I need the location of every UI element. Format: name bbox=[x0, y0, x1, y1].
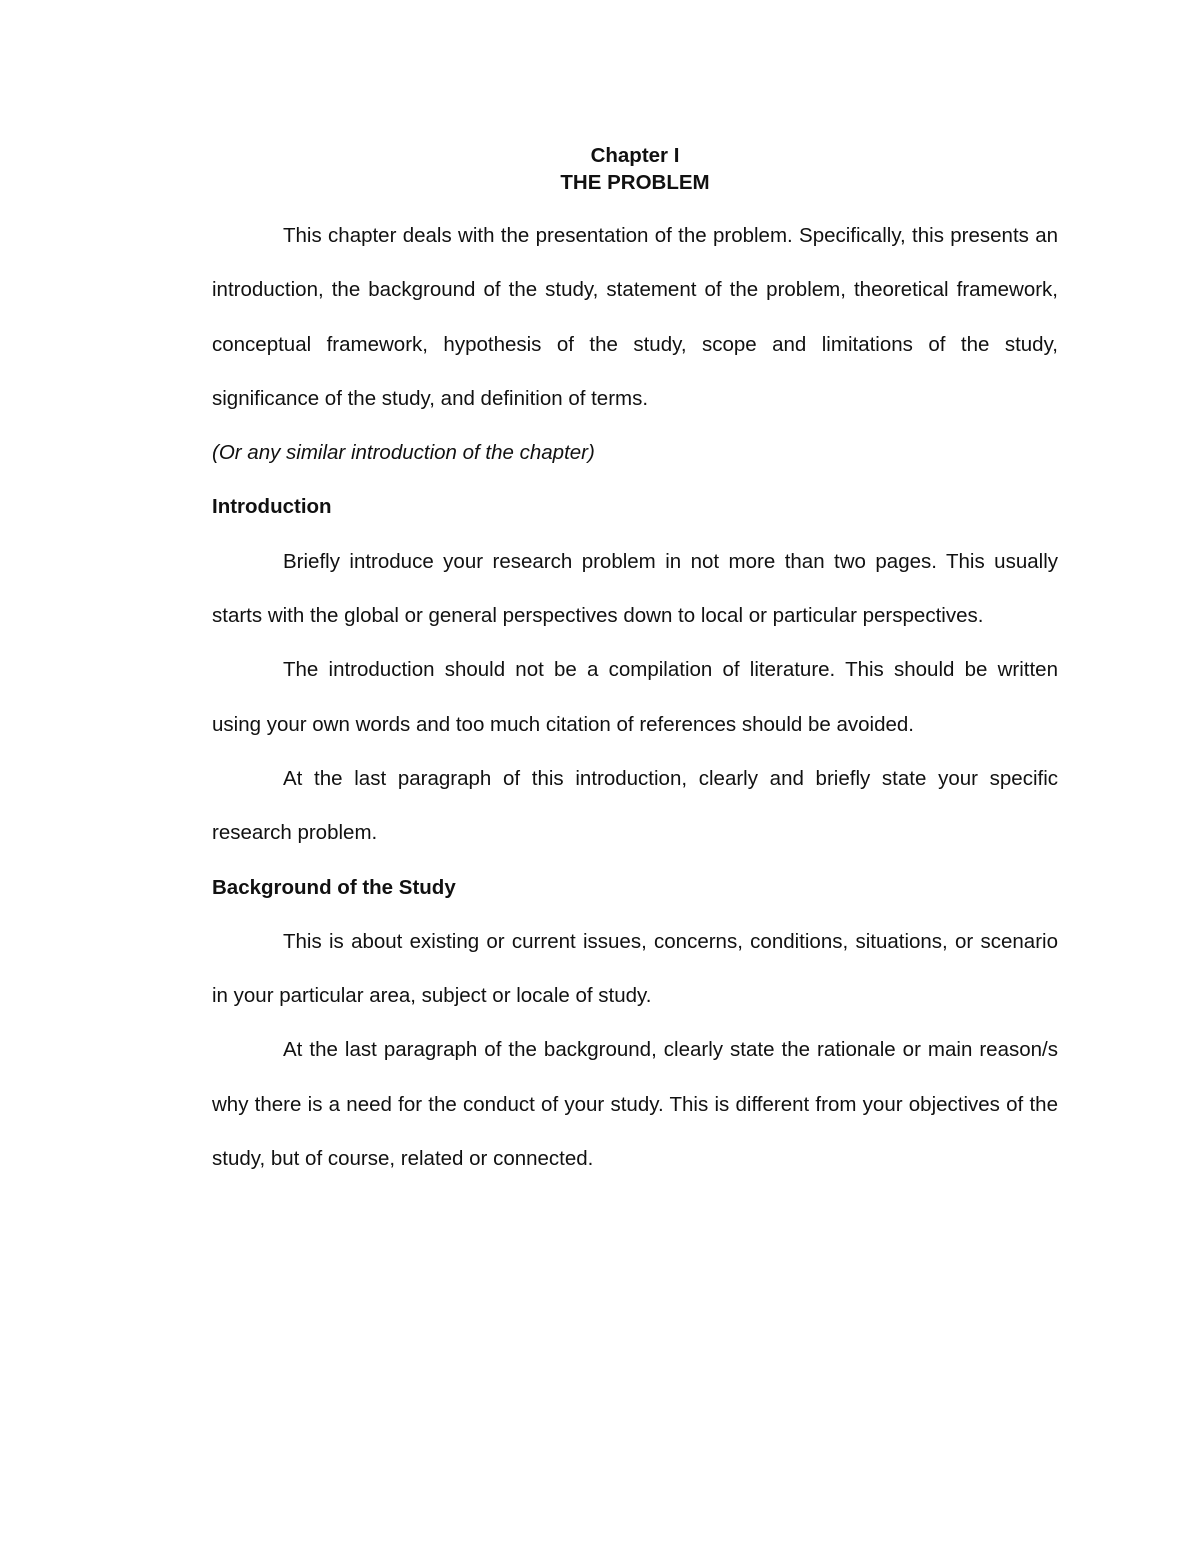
section-heading-background: Background of the Study bbox=[212, 875, 456, 899]
section-heading-introduction: Introduction bbox=[212, 495, 332, 519]
introduction-paragraph-2: The introduction should not be a compilation of literature. This should be written using your own words and too much citation of references should be avoided. bbox=[212, 658, 1058, 736]
chapter-intro-paragraph: This chapter deals with the presentation of the problem. Specifically, this presents an introduction, the background of the study, statement of the problem, theoretical framework, conceptual framework, hypothesis of the study, scope and limitations of the study, significance of the study, and definition of terms. bbox=[212, 224, 1058, 410]
introduction-paragraph-1: Briefly introduce your research problem in not more than two pages. This usually starts with the global or general perspectives down to local or particular perspectives. bbox=[212, 549, 1058, 628]
background-paragraph-2: At the last paragraph of the background, clearly state the rationale or main reason/s why there is a need for the conduct of your study. This is different from your objectives of the study, but of course, related or connected. bbox=[212, 1038, 1058, 1171]
chapter-body bbox=[212, 209, 1058, 1186]
chapter-intro-note: (Or any similar introduction of the chapter) bbox=[212, 441, 595, 465]
chapter-heading bbox=[212, 142, 1058, 196]
chapter-label: Chapter I bbox=[590, 144, 680, 167]
background-paragraph-1: This is about existing or current issues, concerns, conditions, situations, or scenario in your particular area, subject or locale of study. bbox=[212, 929, 1058, 1008]
introduction-paragraph-3: At the last paragraph of this introduction, clearly and briefly state your specific research problem. bbox=[212, 766, 1058, 845]
chapter-title: THE PROBLEM bbox=[560, 171, 710, 194]
